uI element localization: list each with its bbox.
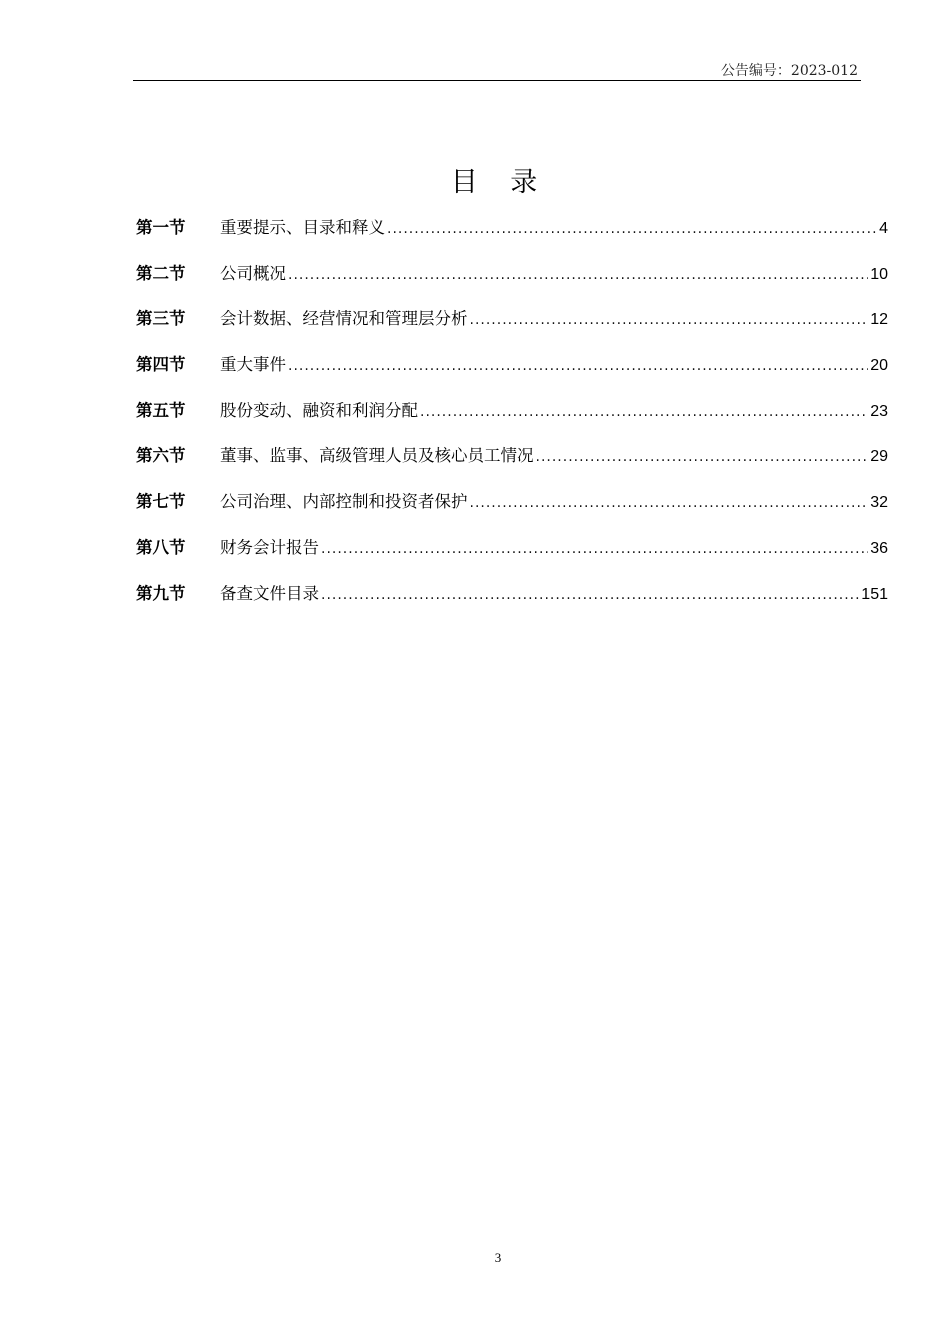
toc-section-title: 重要提示、目录和释义 <box>220 218 385 237</box>
toc-section-title: 公司治理、内部控制和投资者保护 <box>220 492 468 512</box>
toc-page-number: 36 <box>870 539 888 557</box>
toc-leader-dots <box>288 348 868 384</box>
toc-leader-dots <box>387 211 877 247</box>
toc-entry-1[interactable] <box>136 210 888 256</box>
toc-section-title: 财务会计报告 <box>220 537 319 557</box>
toc-leader-dots <box>420 394 868 430</box>
toc-leader-dots <box>470 302 869 338</box>
toc-page-number: 20 <box>870 357 888 375</box>
footer-page-number: 3 <box>494 1250 502 1265</box>
toc-leader-dots <box>321 531 868 567</box>
toc-entry-8[interactable] <box>136 530 888 576</box>
toc-entry-3[interactable] <box>136 301 888 347</box>
toc-section-title: 会计数据、经营情况和管理层分析 <box>220 309 468 329</box>
toc-leader-dots <box>288 257 868 293</box>
header-divider <box>133 80 861 81</box>
toc-leader-dots <box>536 439 869 475</box>
toc-entry-6[interactable] <box>136 438 888 484</box>
toc-page-number: 4 <box>879 220 888 237</box>
toc-section-title: 公司概况 <box>220 263 286 283</box>
toc-section-label: 第四节 <box>136 355 186 375</box>
toc-leader-dots <box>470 485 869 521</box>
toc-page-number: 32 <box>870 494 888 512</box>
toc-section-label: 第八节 <box>136 537 186 557</box>
toc-section-label: 第九节 <box>136 583 186 603</box>
toc-section-label: 第三节 <box>136 309 186 329</box>
toc-section-title: 股份变动、融资和利润分配 <box>220 400 418 420</box>
toc-page-number: 29 <box>870 448 888 466</box>
toc-leader-dots <box>321 577 859 613</box>
toc-section-label: 第六节 <box>136 446 186 466</box>
notice-number: 公告编号：2023-012 <box>720 63 858 79</box>
toc-entry-5[interactable] <box>136 393 888 439</box>
toc-page-number: 10 <box>870 265 888 283</box>
toc-page-number: 23 <box>870 402 888 420</box>
toc-section-title: 备查文件目录 <box>220 583 319 603</box>
toc-entry-4[interactable] <box>136 347 888 393</box>
toc-entry-9[interactable] <box>136 576 888 622</box>
toc-section-title: 重大事件 <box>220 355 286 375</box>
toc-section-title: 董事、监事、高级管理人员及核心员工情况 <box>220 446 534 466</box>
toc-page-number: 12 <box>870 311 888 329</box>
toc-entry-7[interactable] <box>136 484 888 530</box>
toc-section-label: 第七节 <box>136 492 186 512</box>
table-of-contents <box>136 210 888 621</box>
toc-section-label: 第二节 <box>136 263 186 283</box>
toc-section-label: 第五节 <box>136 400 186 420</box>
toc-entry-2[interactable] <box>136 256 888 302</box>
toc-section-label: 第一节 <box>136 218 186 237</box>
toc-title: 目 录 <box>450 167 550 198</box>
toc-page-number: 151 <box>861 585 888 603</box>
